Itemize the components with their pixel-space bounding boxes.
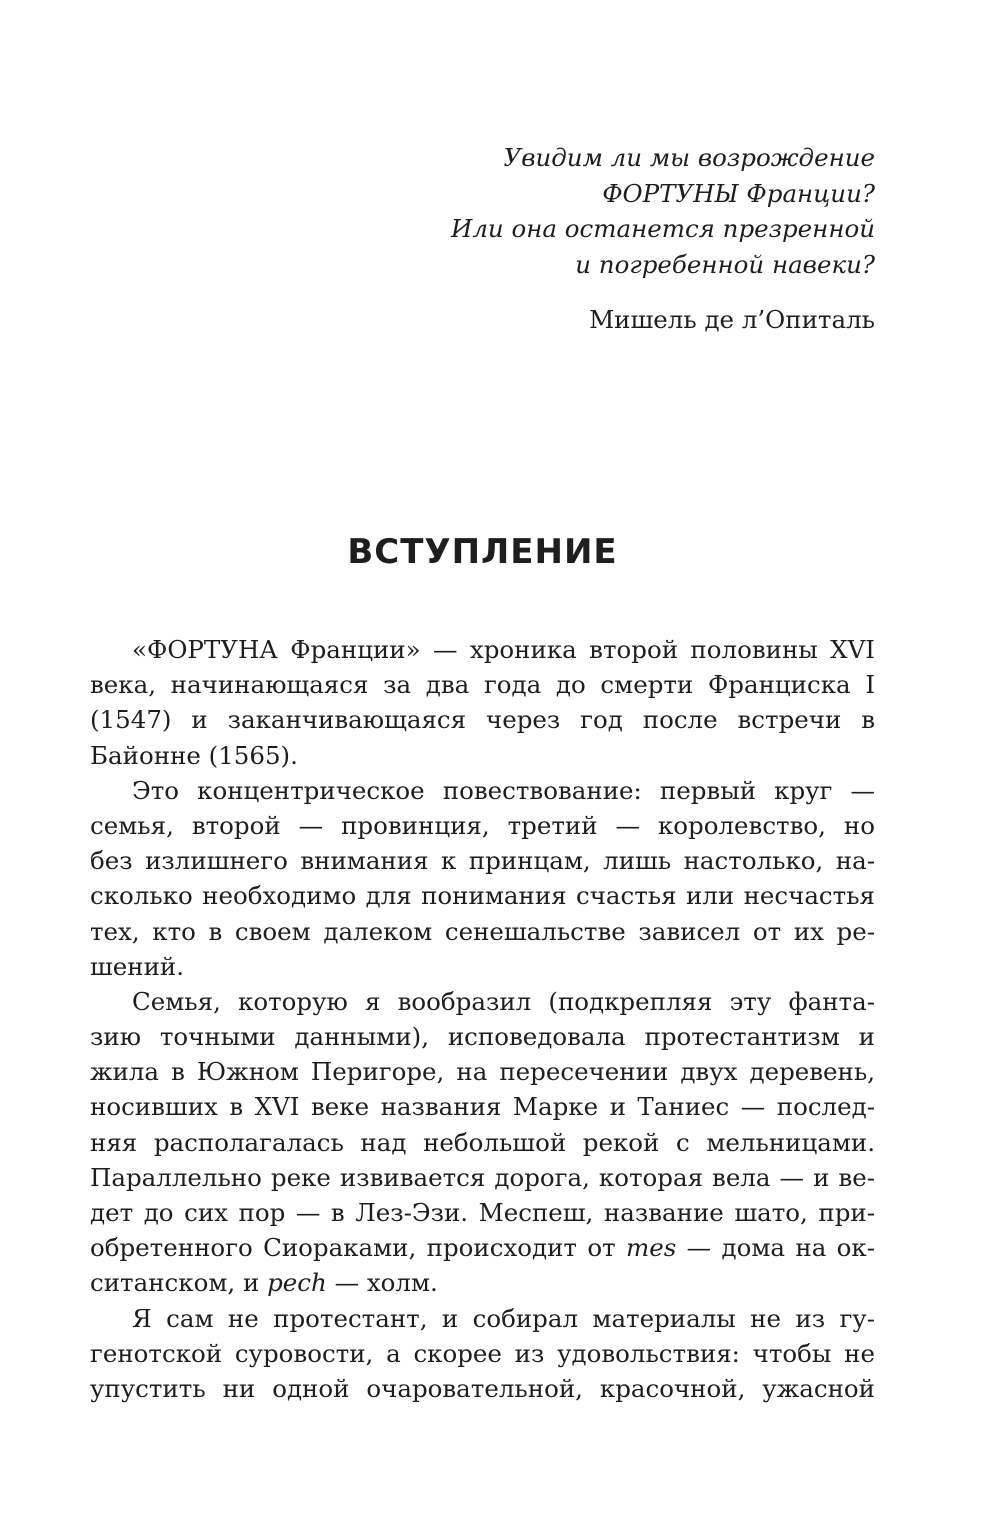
text-line: Семья, которую я вообразил (подкрепляя эту фанта- <box>132 986 875 1016</box>
text-line: Я сам не протестант, и собирал материалы не из гу- <box>132 1303 875 1333</box>
epigraph-line: Или она останется презренной <box>450 214 875 243</box>
text-line: века, начинающаяся за два года до смерти Франциска I <box>90 670 875 700</box>
body-text <box>90 632 875 1406</box>
text-line: Параллельно реке извивается дорога, которая вела — и ве- <box>90 1162 875 1192</box>
text-line: семья, второй — провинция, третий — королевство, но <box>90 810 875 840</box>
epigraph-line: и погребенной навеки? <box>575 249 875 279</box>
epigraph-author: Мишель де л’Опиталь <box>589 305 875 334</box>
epigraph-line: Увидим ли мы возрождение <box>503 143 875 172</box>
text-line: носивших в XVI веке названия Марке и Таниес — послед- <box>90 1092 875 1122</box>
text-line: шений. <box>90 951 185 981</box>
text-line: Байонне (1565). <box>90 740 298 770</box>
text-line: (1547) и заканчивающаяся через год после встречи в <box>90 705 875 735</box>
text-line: зию точными данными), исповедовала протестантизм и <box>90 1022 875 1052</box>
text-line: ситанском, и pech — холм. <box>90 1268 438 1298</box>
text-line: сколько необходимо для понимания счастья или несчастья <box>90 881 875 911</box>
epigraph <box>275 140 875 337</box>
text-line: дет до сих пор — в Лез-Эзи. Меспеш, название шато, при- <box>90 1198 875 1227</box>
text-line: без излишнего внимания к принцам, лишь настолько, на- <box>90 846 875 876</box>
text-line: тех, кто в своем далеком сенешальстве зависел от их ре- <box>90 916 875 946</box>
text-line: Это концентрическое повествование: первый круг — <box>132 775 875 805</box>
text-line: упустить ни одной очаровательной, красочной, ужасной <box>90 1373 875 1403</box>
text-line: обретенного Сиораками, происходит от mes — дома на ок- <box>90 1233 875 1263</box>
text-line: генотской суровости, а скорее из удовольствия: чтобы не <box>90 1338 875 1368</box>
text-line: няя располагалась над небольшой рекой с мельницами. <box>90 1127 875 1157</box>
text-line: жила в Южном Перигоре, на пересечении двух деревень, <box>90 1057 875 1087</box>
text-line: «ФОРТУНА Франции» — хроника второй половины XVI <box>132 635 875 664</box>
chapter-title: ВСТУПЛЕНИЕ <box>347 532 618 572</box>
epigraph-line: ФОРТУНЫ Франции? <box>602 178 875 208</box>
